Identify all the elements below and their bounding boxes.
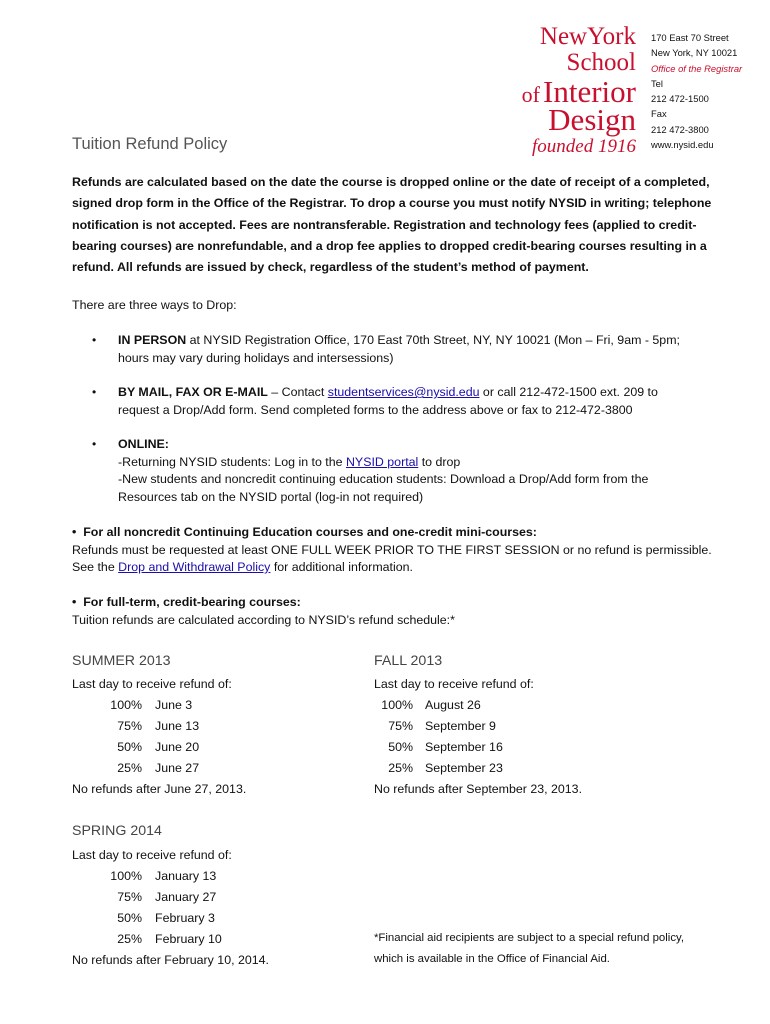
logo-line-design: Design	[548, 102, 636, 137]
schedule-spring-2014-label: Last day to receive refund of:	[72, 848, 232, 862]
noncredit-bullet: •	[72, 525, 77, 539]
spring-pct-100: 100%	[110, 869, 142, 883]
online-label: ONLINE:	[118, 437, 169, 451]
in-person-text: at NYSID Registration Office, 170 East 70th Street, NY, NY 10021 (Mon – Fri, 9am - 5pm;	[186, 333, 680, 347]
contact-city: New York, NY 10021	[651, 47, 738, 59]
online-line1-post: to drop	[418, 454, 461, 469]
spring-date-100: January 13	[155, 869, 217, 883]
bullet-online: •	[92, 437, 97, 451]
by-mail-block	[118, 384, 718, 419]
ways-heading: There are three ways to Drop:	[72, 298, 237, 312]
summer-date-100: June 3	[155, 698, 193, 712]
logo-line-interior	[521, 74, 636, 109]
by-mail-label: BY MAIL, FAX OR E-MAIL	[118, 385, 268, 399]
bullet-in-person: •	[92, 333, 97, 347]
summer-pct-100: 100%	[110, 698, 142, 712]
bullet-by-mail: •	[92, 385, 97, 399]
in-person-line2: hours may vary during holidays and intersessions)	[118, 350, 394, 365]
noncredit-line2-post: for additional information.	[270, 560, 413, 574]
fall-date-25: September 23	[425, 761, 503, 775]
logo-of: of	[521, 82, 540, 107]
fall-date-50: September 16	[425, 740, 503, 754]
logo-line-newyork: NewYork	[539, 23, 636, 50]
fall-pct-25: 25%	[388, 761, 413, 775]
in-person-block	[118, 332, 718, 367]
schedule-fall-2013-title: FALL 2013	[374, 653, 443, 669]
online-line2: -New students and noncredit continuing education students: Download a Drop/Add form from the	[118, 472, 649, 486]
online-line3: Resources tab on the NYSID portal (log-in not required)	[118, 489, 424, 504]
page-title: Tuition Refund Policy	[72, 135, 228, 153]
fall-date-75: September 9	[425, 719, 496, 733]
fall-no-refunds: No refunds after September 23, 2013.	[374, 782, 583, 796]
noncredit-section	[72, 524, 712, 577]
logo-founded: founded 1916	[532, 136, 636, 157]
by-mail-line2: request a Drop/Add form. Send completed forms to the address above or fax to 212-472-3800	[118, 402, 633, 417]
online-block	[118, 436, 718, 506]
contact-web[interactable]: www.nysid.edu	[651, 139, 714, 151]
contact-office: Office of the Registrar	[651, 62, 743, 74]
intro-paragraph: Refunds are calculated based on the date the course is dropped online or the date of receipt of a completed, signed drop form in the Office of the Registrar. To drop a course you must notify NYSID in writing; telephone notification is not accepted. Fees are nontransferable. Registration and technology fees (applied to credit-bearing courses) are nonrefundable, and a drop fee applies to dropped credit-bearing courses resulting in a refund. All refunds are issued by check, regardless of the student’s method of payment.	[72, 175, 712, 275]
fullterm-bullet: •	[72, 595, 77, 609]
contact-fax-label: Fax	[651, 108, 667, 120]
summer-date-25: June 27	[155, 761, 200, 775]
noncredit-heading: For all noncredit Continuing Education courses and one-credit mini-courses:	[83, 525, 537, 539]
spring-pct-50: 50%	[117, 911, 142, 925]
in-person-label: IN PERSON	[118, 333, 187, 347]
spring-date-75: January 27	[155, 890, 217, 904]
schedule-fall-2013-label: Last day to receive refund of:	[374, 677, 534, 691]
fullterm-heading: For full-term, credit-bearing courses:	[83, 595, 301, 609]
schedule-spring-2014-title: SPRING 2014	[72, 823, 162, 839]
fullterm-section	[72, 594, 455, 629]
fall-pct-50: 50%	[388, 740, 413, 754]
summer-pct-50: 50%	[117, 740, 142, 754]
noncredit-line1: Refunds must be requested at least ONE FULL WEEK PRIOR TO THE FIRST SESSION or no refund is permissible.	[72, 542, 712, 557]
contact-street: 170 East 70 Street	[651, 32, 729, 43]
drop-withdrawal-policy-link[interactable]: Drop and Withdrawal Policy	[118, 560, 271, 574]
online-line1-pre: -Returning NYSID students: Log in to the	[118, 454, 346, 469]
contact-tel: 212 472-1500	[651, 93, 709, 105]
noncredit-line2-pre: See the	[72, 560, 119, 574]
spring-pct-75: 75%	[117, 890, 142, 904]
summer-pct-75: 75%	[117, 719, 142, 733]
summer-no-refunds: No refunds after June 27, 2013.	[72, 782, 247, 796]
spring-pct-25: 25%	[117, 932, 142, 946]
spring-no-refunds: No refunds after February 10, 2014.	[72, 953, 269, 967]
email-link[interactable]: studentservices@nysid.edu	[327, 385, 480, 399]
summer-date-50: June 20	[155, 740, 200, 754]
spring-date-25: February 10	[155, 932, 222, 946]
fall-pct-100: 100%	[381, 698, 413, 712]
contact-fax: 212 472-3800	[651, 123, 709, 135]
logo-interior: Interior	[543, 74, 636, 109]
by-mail-pre: – Contact	[267, 385, 328, 399]
fall-pct-75: 75%	[388, 719, 413, 733]
by-mail-post: or call 212-472-1500 ext. 209 to	[479, 385, 658, 399]
summer-pct-25: 25%	[117, 761, 142, 775]
school-logo	[522, 24, 636, 156]
nysid-portal-link[interactable]: NYSID portal	[345, 454, 419, 469]
footnote-line1: *Financial aid recipients are subject to a special refund policy,	[374, 932, 685, 944]
fall-date-100: August 26	[425, 698, 481, 712]
contact-block	[651, 30, 742, 152]
logo-line-school: School	[566, 49, 636, 76]
contact-tel-label: Tel	[651, 77, 663, 89]
footnote-line2: which is available in the Office of Financial Aid.	[374, 953, 610, 965]
schedule-summer-2013-title: SUMMER 2013	[72, 653, 171, 669]
schedule-summer-2013-label: Last day to receive refund of:	[72, 677, 232, 691]
fullterm-line1: Tuition refunds are calculated according to NYSID’s refund schedule:*	[72, 612, 455, 627]
spring-date-50: February 3	[155, 911, 215, 925]
summer-date-75: June 13	[155, 719, 200, 733]
